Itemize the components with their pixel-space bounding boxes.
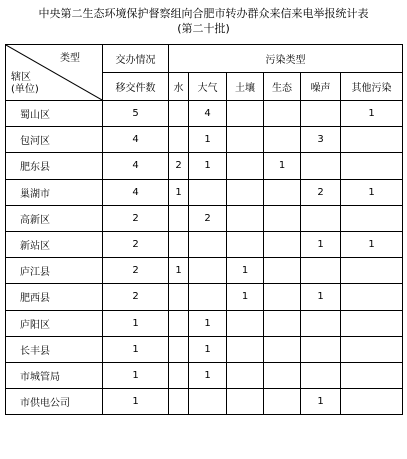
- other-pollution-cell: [341, 336, 403, 362]
- other-pollution-cell: [341, 362, 403, 388]
- table-row: [6, 310, 403, 336]
- transfer-count-cell: 4: [103, 127, 169, 153]
- other-pollution-cell: 1: [341, 101, 403, 127]
- ecology-cell: [264, 231, 301, 257]
- row-name-cell: 庐阳区: [6, 310, 103, 336]
- row-name-cell: 新站区: [6, 231, 103, 257]
- other-pollution-cell: [341, 258, 403, 284]
- air-cell: 2: [189, 205, 227, 231]
- air-cell: 4: [189, 101, 227, 127]
- water-cell: [169, 127, 189, 153]
- water-cell: [169, 205, 189, 231]
- ecology-cell: [264, 389, 301, 415]
- noise-cell: [301, 362, 341, 388]
- air-cell: 1: [189, 362, 227, 388]
- row-name-cell: 肥东县: [6, 153, 103, 179]
- soil-cell: [227, 389, 264, 415]
- soil-cell: [227, 127, 264, 153]
- row-name-cell: 包河区: [6, 127, 103, 153]
- row-name-cell: 蜀山区: [6, 101, 103, 127]
- subheader-noise: 噪声: [301, 73, 341, 101]
- other-pollution-cell: 1: [341, 231, 403, 257]
- corner-header-cell: [6, 45, 103, 101]
- subheader-ecology: 生态: [264, 73, 301, 101]
- other-pollution-cell: 1: [341, 179, 403, 205]
- ecology-cell: [264, 101, 301, 127]
- row-name-cell: 肥西县: [6, 284, 103, 310]
- table-row: [6, 205, 403, 231]
- transfer-count-cell: 1: [103, 362, 169, 388]
- soil-cell: 1: [227, 284, 264, 310]
- other-pollution-cell: [341, 153, 403, 179]
- row-name-cell: 市城管局: [6, 362, 103, 388]
- soil-cell: [227, 231, 264, 257]
- water-cell: [169, 310, 189, 336]
- soil-cell: [227, 179, 264, 205]
- other-pollution-cell: [341, 389, 403, 415]
- transfer-count-cell: 1: [103, 389, 169, 415]
- air-cell: [189, 258, 227, 284]
- noise-cell: [301, 205, 341, 231]
- water-cell: 1: [169, 179, 189, 205]
- corner-header-type: 类型: [60, 53, 80, 64]
- ecology-cell: [264, 310, 301, 336]
- soil-cell: [227, 336, 264, 362]
- transfer-count-cell: 2: [103, 205, 169, 231]
- row-name-cell: 长丰县: [6, 336, 103, 362]
- water-cell: [169, 231, 189, 257]
- transfer-count-cell: 5: [103, 101, 169, 127]
- noise-cell: 2: [301, 179, 341, 205]
- water-cell: [169, 101, 189, 127]
- air-cell: [189, 231, 227, 257]
- corner-header-unit-label: (单位): [11, 84, 39, 95]
- table-row: [6, 336, 403, 362]
- transfer-count-cell: 1: [103, 336, 169, 362]
- table-row: [6, 179, 403, 205]
- subheader-water: 水: [169, 73, 189, 101]
- row-name-cell: 巢湖市: [6, 179, 103, 205]
- table-row: [6, 362, 403, 388]
- table-row: [6, 258, 403, 284]
- transfer-count-cell: 2: [103, 258, 169, 284]
- transfer-count-cell: 2: [103, 284, 169, 310]
- noise-cell: [301, 310, 341, 336]
- row-name-cell: 市供电公司: [6, 389, 103, 415]
- other-pollution-cell: [341, 284, 403, 310]
- transfer-count-cell: 1: [103, 310, 169, 336]
- ecology-cell: [264, 205, 301, 231]
- report-title: 中央第二生态环境保护督察组向合肥市转办群众来信来电举报统计表: [38, 7, 369, 20]
- ecology-cell: [264, 179, 301, 205]
- table-row: [6, 389, 403, 415]
- noise-cell: 1: [301, 231, 341, 257]
- water-cell: 2: [169, 153, 189, 179]
- noise-cell: [301, 153, 341, 179]
- soil-cell: [227, 205, 264, 231]
- ecology-cell: [264, 362, 301, 388]
- water-cell: [169, 362, 189, 388]
- soil-cell: [227, 153, 264, 179]
- subheader-other-pollution: 其他污染: [341, 73, 403, 101]
- air-cell: 1: [189, 336, 227, 362]
- air-cell: [189, 179, 227, 205]
- air-cell: 1: [189, 153, 227, 179]
- air-cell: [189, 389, 227, 415]
- corner-header-district: [11, 72, 39, 96]
- group-header-pollution-type: 污染类型: [169, 45, 403, 73]
- row-name-cell: 高新区: [6, 205, 103, 231]
- noise-cell: [301, 101, 341, 127]
- water-cell: 1: [169, 258, 189, 284]
- air-cell: 1: [189, 127, 227, 153]
- transfer-count-cell: 4: [103, 179, 169, 205]
- noise-cell: 1: [301, 284, 341, 310]
- other-pollution-cell: [341, 310, 403, 336]
- air-cell: 1: [189, 310, 227, 336]
- subheader-transfer-count: 移交件数: [103, 73, 169, 101]
- noise-cell: 1: [301, 389, 341, 415]
- water-cell: [169, 389, 189, 415]
- group-header-assignment: 交办情况: [103, 45, 169, 73]
- header-row-1: [6, 45, 403, 73]
- corner-header-district-label: 辖区: [11, 72, 31, 83]
- water-cell: [169, 284, 189, 310]
- other-pollution-cell: [341, 127, 403, 153]
- soil-cell: [227, 362, 264, 388]
- complaint-statistics-table: [5, 44, 403, 415]
- noise-cell: [301, 336, 341, 362]
- subheader-air: 大气: [189, 73, 227, 101]
- table-row: [6, 231, 403, 257]
- ecology-cell: [264, 127, 301, 153]
- row-name-cell: 庐江县: [6, 258, 103, 284]
- ecology-cell: [264, 284, 301, 310]
- report-subtitle: (第二十批): [177, 22, 230, 35]
- transfer-count-cell: 2: [103, 231, 169, 257]
- noise-cell: [301, 258, 341, 284]
- transfer-count-cell: 4: [103, 153, 169, 179]
- table-row: [6, 284, 403, 310]
- ecology-cell: [264, 336, 301, 362]
- table-row: [6, 153, 403, 179]
- soil-cell: [227, 310, 264, 336]
- noise-cell: 3: [301, 127, 341, 153]
- other-pollution-cell: [341, 205, 403, 231]
- ecology-cell: 1: [264, 153, 301, 179]
- ecology-cell: [264, 258, 301, 284]
- water-cell: [169, 336, 189, 362]
- soil-cell: 1: [227, 258, 264, 284]
- table-row: [6, 127, 403, 153]
- air-cell: [189, 284, 227, 310]
- subheader-soil: 土壤: [227, 73, 264, 101]
- soil-cell: [227, 101, 264, 127]
- table-row: [6, 101, 403, 127]
